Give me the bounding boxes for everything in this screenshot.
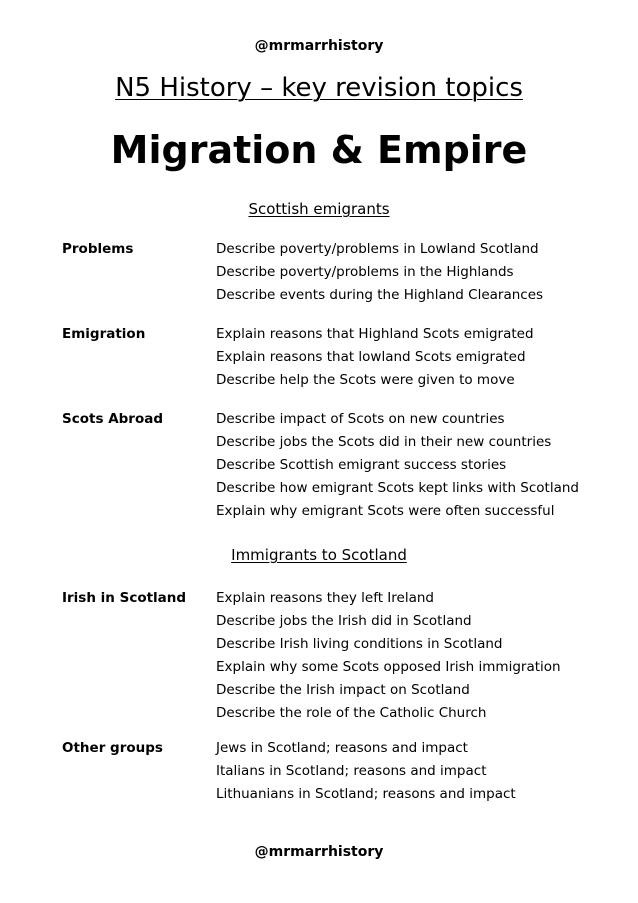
topic-item: Describe impact of Scots on new countries — [216, 411, 505, 427]
author-handle-bottom: @mrmarrhistory — [254, 844, 384, 860]
topic-item: Explain why some Scots opposed Irish immigration — [216, 659, 561, 675]
topic-item: Describe the role of the Catholic Church — [216, 705, 487, 721]
topic-label: Emigration — [62, 326, 146, 342]
topic-item: Describe jobs the Irish did in Scotland — [216, 613, 472, 629]
topic-item: Lithuanians in Scotland; reasons and impact — [216, 786, 516, 802]
topic-label: Irish in Scotland — [62, 590, 187, 606]
topic-item: Describe poverty/problems in the Highlands — [216, 264, 514, 280]
topic-items — [216, 238, 626, 307]
topic-label: Problems — [62, 241, 134, 257]
topic-items — [216, 408, 626, 523]
topic-item: Explain why emigrant Scots were often successful — [216, 503, 555, 519]
topic-item: Describe how emigrant Scots kept links with Scotland — [216, 480, 580, 496]
topic-item: Describe Scottish emigrant success stories — [216, 457, 507, 473]
topic-item: Explain reasons that lowland Scots emigrated — [216, 349, 526, 365]
topic-item: Describe the Irish impact on Scotland — [216, 682, 470, 698]
topic-item: Jews in Scotland; reasons and impact — [216, 740, 468, 756]
topic-label: Scots Abroad — [62, 411, 164, 427]
topic-items — [216, 323, 626, 392]
topic-item: Italians in Scotland; reasons and impact — [216, 763, 487, 779]
topic-items — [216, 737, 626, 806]
topic-items — [216, 587, 626, 725]
topic-item: Describe poverty/problems in Lowland Scotland — [216, 241, 539, 257]
page-title: Migration & Empire — [110, 128, 528, 172]
section-heading-immigrants-to-scotland: Immigrants to Scotland — [231, 546, 407, 564]
topic-item: Explain reasons they left Ireland — [216, 590, 434, 606]
author-handle-top: @mrmarrhistory — [254, 38, 384, 54]
topic-item: Describe events during the Highland Clearances — [216, 287, 544, 303]
topic-item: Describe jobs the Scots did in their new countries — [216, 434, 552, 450]
section-heading-scottish-emigrants: Scottish emigrants — [248, 200, 390, 218]
topic-item: Describe help the Scots were given to move — [216, 372, 515, 388]
topic-label: Other groups — [62, 740, 163, 756]
page-subtitle: N5 History – key revision topics — [115, 73, 523, 103]
topic-item: Describe Irish living conditions in Scotland — [216, 636, 503, 652]
topic-item: Explain reasons that Highland Scots emigrated — [216, 326, 534, 342]
